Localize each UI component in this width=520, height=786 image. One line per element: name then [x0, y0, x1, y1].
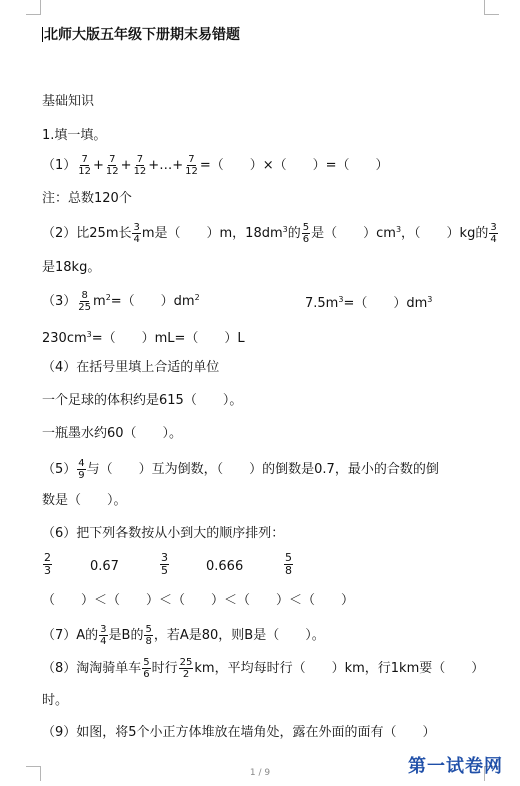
- q2-text: m是（ ）m，18dm: [141, 226, 283, 241]
- numerator: 5: [302, 222, 310, 233]
- fraction: [77, 290, 92, 313]
- denominator: 8: [285, 564, 292, 577]
- q6-number-4: 0.666: [206, 559, 244, 574]
- numerator: 3: [133, 222, 140, 233]
- q7-label: （7）A的: [42, 628, 99, 643]
- denominator: 4: [490, 234, 497, 245]
- numerator: 7: [109, 154, 116, 165]
- numerator: 3: [161, 551, 168, 564]
- q3-text: 230cm: [42, 331, 87, 346]
- q1-rest: =（ ）×（ ）=（ ）: [199, 158, 389, 173]
- title-text: 北师大版五年级下册期末易错题: [44, 27, 240, 43]
- q3-label: （3）: [42, 294, 77, 309]
- fraction: [179, 657, 194, 680]
- q5-label: （5）: [42, 462, 77, 477]
- denominator: 12: [133, 166, 147, 177]
- q8-text: 时行: [151, 661, 178, 676]
- fraction: [184, 154, 199, 177]
- plus-sign: +: [93, 158, 104, 173]
- numerator: 5: [145, 624, 152, 635]
- fraction: [133, 154, 148, 177]
- fraction: [77, 458, 85, 481]
- q3-text: m: [93, 294, 106, 309]
- denominator: 25: [78, 302, 92, 313]
- watermark-logo: 第一试卷网: [408, 756, 503, 777]
- q7-text: ，若A是80，则B是（ ）。: [153, 628, 325, 643]
- fraction: [99, 624, 107, 647]
- q4-item-1: 一个足球的体积约是615（ ）。: [42, 393, 243, 408]
- superscript: 3: [395, 225, 402, 234]
- q3-text: 7.5m: [305, 296, 339, 311]
- q7-text: 是B的: [108, 628, 144, 643]
- denominator: 4: [100, 636, 107, 647]
- q5-text: 与（ ）互为倒数，（ ）的倒数是0.7，最小的合数的倒: [86, 462, 439, 477]
- fraction: [144, 624, 152, 647]
- q3-line2: [42, 327, 245, 347]
- q7-line: [42, 624, 325, 647]
- section-heading: 基础知识: [42, 94, 95, 109]
- numerator: 7: [136, 154, 144, 165]
- q6-order-blanks: （ ）＜（ ）＜（ ）＜（ ）＜（ ）: [42, 593, 355, 608]
- numerator: 3: [100, 624, 107, 635]
- numerator: 5: [285, 551, 292, 564]
- denominator: 9: [78, 470, 85, 481]
- fraction: [43, 552, 52, 577]
- numerator: 3: [490, 222, 497, 233]
- fraction: [302, 222, 310, 245]
- denominator: 6: [143, 669, 150, 680]
- fraction: [132, 222, 140, 245]
- denominator: 5: [161, 564, 168, 577]
- crop-mark-top-right: [484, 0, 499, 15]
- superscript: 3: [338, 295, 344, 304]
- denominator: 12: [105, 166, 119, 177]
- q1-label: （1）: [42, 158, 77, 173]
- q2-line2: 是18kg。: [42, 260, 101, 275]
- fraction: [105, 154, 120, 177]
- superscript: 3: [427, 295, 433, 304]
- denominator: 12: [78, 166, 92, 177]
- denominator: 8: [145, 636, 152, 647]
- numerator: 8: [81, 290, 88, 301]
- q8-line: [42, 657, 484, 680]
- numerator: 7: [188, 154, 195, 165]
- q3-text: =（ ）dm: [110, 294, 195, 309]
- q6-number-2: 0.67: [90, 559, 119, 574]
- q6-number-5: [283, 552, 294, 577]
- fraction: [160, 552, 169, 577]
- q4-label: （4）在括号里填上合适的单位: [42, 360, 220, 375]
- q5-line: [42, 458, 439, 481]
- q2-line: [42, 222, 499, 245]
- q8-text: km，平均每时行（ ）km，行1km要（ ）: [194, 661, 485, 676]
- q1-heading: 1.填一填。: [42, 128, 107, 143]
- q1-line: [42, 154, 389, 177]
- q4-item-2: 一瓶墨水约60（ ）。: [42, 426, 183, 441]
- note: 注：总数120个: [42, 191, 132, 206]
- q6-number-3: [159, 552, 170, 577]
- numerator: 2: [44, 551, 51, 564]
- denominator: 3: [44, 564, 51, 577]
- ellipsis: +…+: [148, 158, 184, 173]
- q8-line2: 时。: [42, 693, 69, 708]
- denominator: 4: [133, 234, 140, 245]
- superscript: 3: [86, 330, 92, 339]
- superscript: 2: [194, 293, 200, 302]
- fraction: [77, 154, 92, 177]
- crop-mark-top-left: [26, 0, 41, 15]
- superscript: 3: [282, 225, 288, 234]
- q3-text: =（ ）dm: [343, 296, 428, 311]
- text-cursor: [42, 27, 43, 42]
- denominator: 12: [185, 166, 198, 177]
- numerator: 25: [179, 657, 193, 668]
- q6-label: （6）把下列各数按从小到大的顺序排列：: [42, 526, 285, 541]
- numerator: 4: [78, 458, 85, 469]
- denominator: 6: [302, 234, 310, 245]
- q5-line2: 数是（ ）。: [42, 493, 127, 508]
- plus-sign: +: [120, 158, 132, 173]
- q9-line: （9）如图，将5个小正方体堆放在墙角处，露在外面的面有（ ）: [42, 725, 436, 740]
- fraction: [142, 657, 150, 680]
- denominator: 2: [182, 669, 190, 680]
- q2-text: 的: [287, 226, 301, 241]
- document-title: [42, 27, 240, 43]
- q3-right: [305, 292, 432, 312]
- page-number: 1 / 9: [249, 768, 271, 778]
- q2-label: （2）比25m长: [42, 226, 132, 241]
- q2-text: 是（ ）cm: [311, 226, 396, 241]
- q8-label: （8）淘淘骑单车: [42, 661, 142, 676]
- numerator: 5: [143, 657, 150, 668]
- q3-text: =（ ）mL=（ ）L: [91, 331, 245, 346]
- q6-number-1: [42, 552, 53, 577]
- numerator: 7: [81, 154, 88, 165]
- superscript: 2: [105, 293, 111, 302]
- fraction: [489, 222, 497, 245]
- fraction: [284, 552, 293, 577]
- q2-text: ，（ ）kg的: [401, 226, 489, 241]
- q3-line: [42, 290, 200, 313]
